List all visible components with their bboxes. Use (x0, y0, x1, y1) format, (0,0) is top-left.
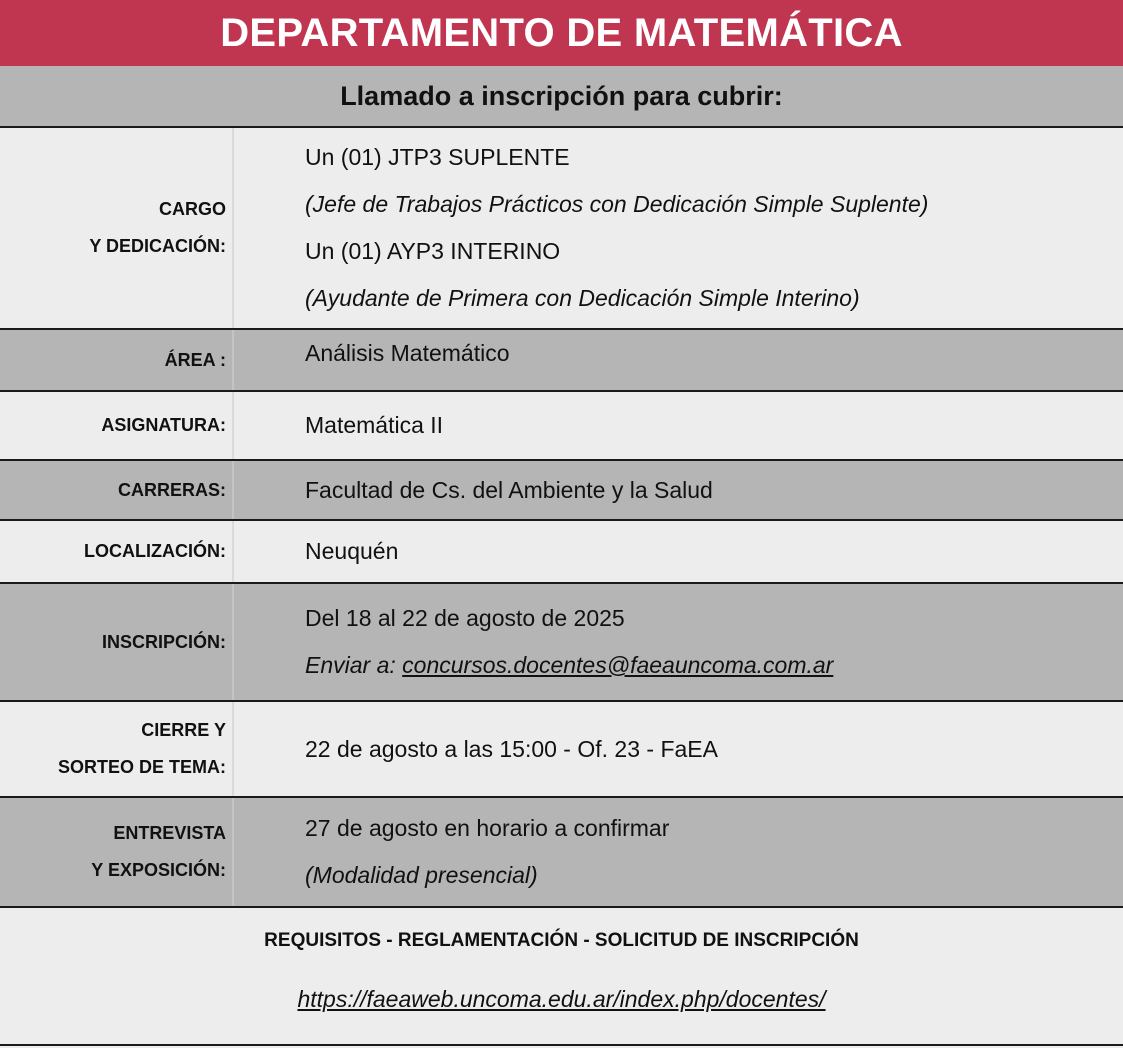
row-label (0, 330, 234, 390)
row-value (305, 128, 1113, 328)
row-label (0, 392, 234, 459)
label-line: Y EXPOSICIÓN: (91, 860, 226, 880)
label-text: ASIGNATURA: (101, 415, 226, 435)
value-text: Neuquén (305, 538, 399, 564)
row-label (0, 798, 234, 906)
label-line: ENTREVISTA (113, 823, 226, 843)
position-2: Un (01) AYP3 INTERINO (305, 238, 561, 264)
row-cierre (0, 700, 1123, 796)
position-1-detail: (Jefe de Trabajos Prácticos con Dedicación Simple Suplente) (305, 191, 929, 217)
row-cargo (0, 126, 1123, 328)
value-text: Del 18 al 22 de agosto de 2025 (305, 605, 625, 631)
row-entrevista (0, 796, 1123, 906)
row-asignatura (0, 390, 1123, 459)
call-subtitle: Llamado a inscripción para cubrir: (0, 66, 1123, 126)
value-text: Análisis Matemático (305, 340, 510, 366)
value-text: Matemática II (305, 412, 444, 438)
row-label (0, 128, 234, 328)
row-label (0, 584, 234, 700)
row-label (0, 521, 234, 582)
label-line: CARGO (159, 199, 226, 219)
footer (0, 906, 1123, 1044)
label-text: LOCALIZACIÓN: (84, 541, 226, 561)
value-note: (Modalidad presencial) (305, 862, 538, 888)
row-value (305, 521, 1113, 582)
row-value (305, 798, 1113, 906)
send-prefix: Enviar a: (305, 652, 396, 678)
row-label (0, 461, 234, 519)
value-text: 22 de agosto a las 15:00 - Of. 23 - FaEA (305, 735, 718, 762)
label-text: CARRERAS: (118, 479, 226, 500)
requirements-heading: REQUISITOS - REGLAMENTACIÓN - SOLICITUD DE INSCRIPCIÓN (264, 930, 859, 951)
label-text: ÁREA : (164, 349, 226, 370)
row-value (305, 392, 1113, 459)
row-value (305, 330, 1113, 390)
row-label (0, 702, 234, 796)
label-line: Y DEDICACIÓN: (89, 236, 226, 256)
email-link[interactable]: concursos.docentes@faeauncoma.com.ar (402, 652, 834, 678)
docentes-link[interactable]: https://faeaweb.uncoma.edu.ar/index.php/docentes/ (297, 986, 826, 1012)
row-value (305, 702, 1113, 796)
row-carreras (0, 459, 1123, 519)
value-text: Facultad de Cs. del Ambiente y la Salud (305, 476, 713, 503)
label-text: INSCRIPCIÓN: (101, 631, 226, 652)
position-1: Un (01) JTP3 SUPLENTE (305, 144, 570, 170)
row-inscripcion (0, 582, 1123, 700)
value-text: 27 de agosto en horario a confirmar (305, 815, 670, 841)
row-value (305, 584, 1113, 700)
row-value (305, 461, 1113, 519)
row-localizacion (0, 519, 1123, 582)
bottom-divider (0, 1044, 1123, 1046)
row-area (0, 328, 1123, 390)
position-2-detail: (Ayudante de Primera con Dedicación Simple Interino) (305, 285, 860, 311)
label-line: CIERRE Y (141, 720, 226, 740)
label-line: SORTEO DE TEMA: (57, 757, 226, 777)
department-title: DEPARTAMENTO DE MATEMÁTICA (0, 0, 1123, 66)
send-line (305, 642, 1113, 689)
